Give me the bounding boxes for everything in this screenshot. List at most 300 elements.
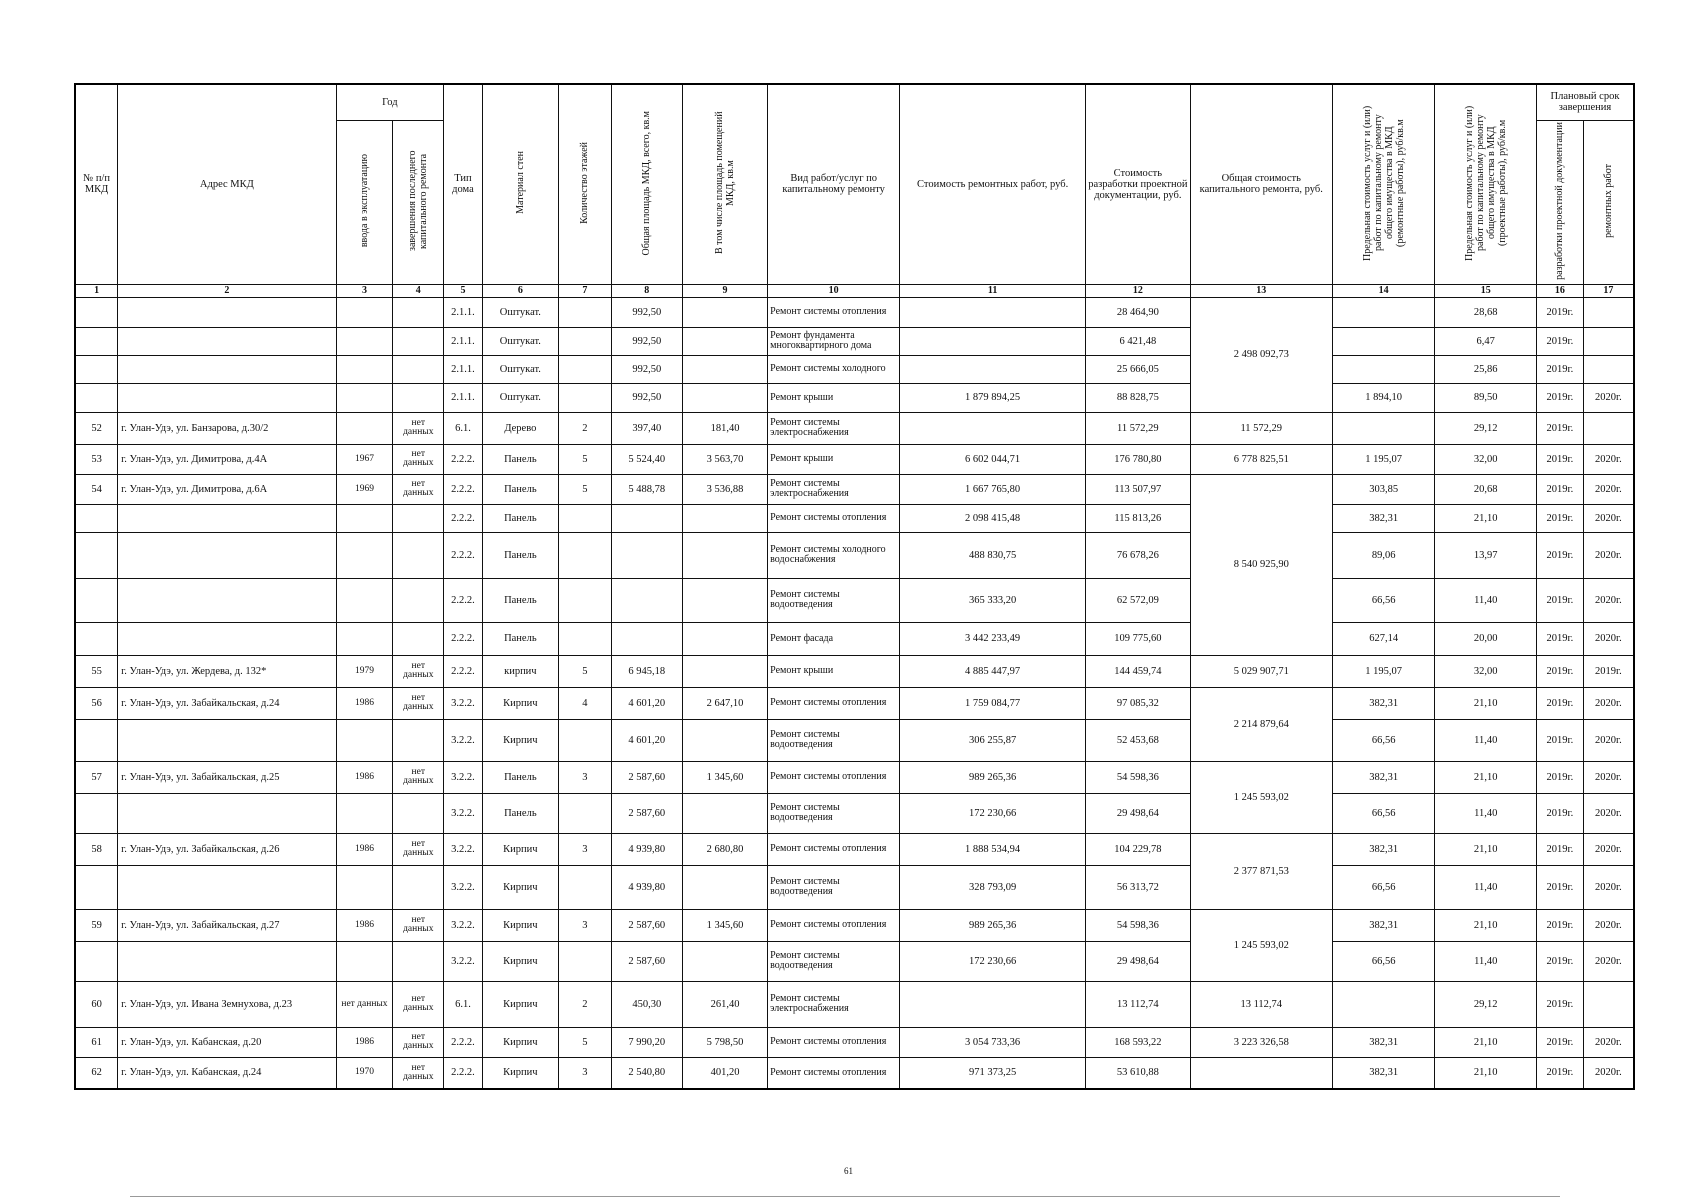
cell-house-type: 6.1. — [444, 412, 483, 444]
cell-house-type: 2.2.2. — [444, 532, 483, 578]
cell-floors: 3 — [558, 833, 611, 865]
cell-total-cost: 11 572,29 — [1190, 412, 1332, 444]
cell-total-area: 4 939,80 — [611, 833, 682, 865]
cell-address — [118, 578, 336, 622]
table-row — [75, 327, 1634, 355]
cell-house-type: 6.1. — [444, 981, 483, 1027]
cell-floors: 3 — [558, 1057, 611, 1089]
cell-work-type: Ремонт системы холодного водоснабжения — [768, 532, 900, 578]
cell-address — [118, 622, 336, 655]
cell-premises-area: 261,40 — [682, 981, 767, 1027]
cell-work-type: Ремонт системы отопления — [768, 909, 900, 941]
page-number: 61 — [844, 1166, 853, 1176]
cell-wall-material: Панель — [482, 444, 558, 474]
cell-wall-material: Кирпич — [482, 981, 558, 1027]
cell-address — [118, 297, 336, 327]
cell-total-area: 4 601,20 — [611, 719, 682, 761]
cell-limit-repair: 382,31 — [1332, 833, 1435, 865]
cell-plan-repair: 2020г. — [1583, 1057, 1634, 1089]
header-premises-area: В том числе площадь помещений МКД, кв.м — [682, 84, 767, 284]
cell-premises-area — [682, 383, 767, 412]
cell-plan-design: 2019г. — [1536, 383, 1583, 412]
column-number: 13 — [1190, 284, 1332, 297]
cell-plan-repair: 2020г. — [1583, 687, 1634, 719]
cell-plan-repair: 2020г. — [1583, 474, 1634, 504]
cell-year-commission — [336, 578, 393, 622]
cell-year-commission: 1979 — [336, 655, 393, 687]
cell-plan-design: 2019г. — [1536, 474, 1583, 504]
cell-work-type: Ремонт системы водоотведения — [768, 941, 900, 981]
table-row — [75, 909, 1634, 941]
cell-repair-cost: 488 830,75 — [900, 532, 1086, 578]
cell-premises-area — [682, 941, 767, 981]
cell-year-commission: 1967 — [336, 444, 393, 474]
cell-plan-design: 2019г. — [1536, 793, 1583, 833]
column-number: 1 — [75, 284, 118, 297]
cell-year-commission — [336, 412, 393, 444]
cell-limit-repair — [1332, 981, 1435, 1027]
cell-premises-area: 2 680,80 — [682, 833, 767, 865]
cell-plan-design: 2019г. — [1536, 981, 1583, 1027]
cell-floors — [558, 327, 611, 355]
cell-wall-material: Кирпич — [482, 909, 558, 941]
cell-plan-repair: 2020г. — [1583, 909, 1634, 941]
cell-floors: 2 — [558, 412, 611, 444]
cell-house-type: 3.2.2. — [444, 687, 483, 719]
column-number: 17 — [1583, 284, 1634, 297]
cell-plan-design: 2019г. — [1536, 1057, 1583, 1089]
cell-total-area: 5 524,40 — [611, 444, 682, 474]
cell-work-type: Ремонт фасада — [768, 622, 900, 655]
table-row — [75, 383, 1634, 412]
cell-design-cost: 62 572,09 — [1086, 578, 1191, 622]
cell-plan-design: 2019г. — [1536, 412, 1583, 444]
cell-address — [118, 504, 336, 532]
cell-wall-material: Панель — [482, 504, 558, 532]
column-number: 4 — [393, 284, 444, 297]
cell-year-last-repair — [393, 355, 444, 383]
cell-repair-cost — [900, 327, 1086, 355]
cell-limit-repair: 382,31 — [1332, 1057, 1435, 1089]
cell-limit-design: 13,97 — [1435, 532, 1537, 578]
cell-year-commission — [336, 355, 393, 383]
cell-work-type: Ремонт системы отопления — [768, 1027, 900, 1057]
cell-total-area: 5 488,78 — [611, 474, 682, 504]
cell-repair-cost — [900, 297, 1086, 327]
cell-address — [118, 865, 336, 909]
cell-limit-repair: 1 195,07 — [1332, 655, 1435, 687]
cell-repair-cost: 3 054 733,36 — [900, 1027, 1086, 1057]
cell-house-number — [75, 622, 118, 655]
cell-wall-material: Кирпич — [482, 865, 558, 909]
cell-work-type: Ремонт системы отопления — [768, 761, 900, 793]
cell-repair-cost: 1 879 894,25 — [900, 383, 1086, 412]
cell-limit-design: 11,40 — [1435, 578, 1537, 622]
cell-year-commission — [336, 719, 393, 761]
cell-house-type: 2.1.1. — [444, 327, 483, 355]
cell-limit-repair: 382,31 — [1332, 1027, 1435, 1057]
cell-year-last-repair — [393, 578, 444, 622]
cell-address: г. Улан-Удэ, ул. Димитрова, д.4А — [118, 444, 336, 474]
cell-plan-repair: 2020г. — [1583, 833, 1634, 865]
cell-plan-design: 2019г. — [1536, 833, 1583, 865]
cell-house-number: 53 — [75, 444, 118, 474]
cell-address: г. Улан-Удэ, ул. Димитрова, д.6А — [118, 474, 336, 504]
cell-house-type: 2.2.2. — [444, 655, 483, 687]
cell-premises-area — [682, 655, 767, 687]
cell-year-last-repair: нет данных — [393, 833, 444, 865]
column-number: 14 — [1332, 284, 1435, 297]
cell-total-area: 992,50 — [611, 327, 682, 355]
cell-address: г. Улан-Удэ, ул. Забайкальская, д.26 — [118, 833, 336, 865]
cell-wall-material: Панель — [482, 532, 558, 578]
cell-year-last-repair — [393, 793, 444, 833]
cell-house-number: 55 — [75, 655, 118, 687]
cell-year-last-repair: нет данных — [393, 981, 444, 1027]
cell-repair-cost: 172 230,66 — [900, 793, 1086, 833]
cell-limit-repair: 382,31 — [1332, 909, 1435, 941]
cell-address — [118, 793, 336, 833]
cell-design-cost: 13 112,74 — [1086, 981, 1191, 1027]
cell-total-area: 7 990,20 — [611, 1027, 682, 1057]
cell-house-number — [75, 793, 118, 833]
cell-limit-design: 20,00 — [1435, 622, 1537, 655]
cell-plan-repair: 2019г. — [1583, 655, 1634, 687]
cell-design-cost: 6 421,48 — [1086, 327, 1191, 355]
cell-address — [118, 327, 336, 355]
cell-total-cost: 8 540 925,90 — [1190, 474, 1332, 655]
cell-limit-design: 11,40 — [1435, 941, 1537, 981]
cell-house-number — [75, 355, 118, 383]
cell-total-area: 397,40 — [611, 412, 682, 444]
cell-address: г. Улан-Удэ, ул. Кабанская, д.20 — [118, 1027, 336, 1057]
cell-house-type: 3.2.2. — [444, 865, 483, 909]
cell-house-number — [75, 865, 118, 909]
cell-design-cost: 109 775,60 — [1086, 622, 1191, 655]
cell-year-commission: нет данных — [336, 981, 393, 1027]
header-wall-material: Материал стен — [482, 84, 558, 284]
cell-year-commission — [336, 327, 393, 355]
cell-address: г. Улан-Удэ, ул. Ивана Земнухова, д.23 — [118, 981, 336, 1027]
cell-total-area: 992,50 — [611, 383, 682, 412]
header-house-type: Тип дома — [444, 84, 483, 284]
cell-total-cost: 2 214 879,64 — [1190, 687, 1332, 761]
cell-premises-area: 5 798,50 — [682, 1027, 767, 1057]
cell-plan-repair: 2020г. — [1583, 383, 1634, 412]
column-number: 2 — [118, 284, 336, 297]
cell-year-commission — [336, 622, 393, 655]
cell-design-cost: 28 464,90 — [1086, 297, 1191, 327]
cell-total-area — [611, 622, 682, 655]
header-plan-term: Плановый срок завершения — [1536, 84, 1634, 120]
table-header — [75, 84, 1634, 297]
cell-total-cost: 1 245 593,02 — [1190, 909, 1332, 981]
cell-wall-material: Дерево — [482, 412, 558, 444]
cell-work-type: Ремонт системы холодного — [768, 355, 900, 383]
cell-total-cost: 2 498 092,73 — [1190, 297, 1332, 412]
cell-repair-cost: 172 230,66 — [900, 941, 1086, 981]
table-row — [75, 444, 1634, 474]
cell-house-type: 3.2.2. — [444, 761, 483, 793]
cell-premises-area — [682, 719, 767, 761]
cell-total-area: 4 939,80 — [611, 865, 682, 909]
cell-year-last-repair: нет данных — [393, 909, 444, 941]
cell-limit-repair: 1 894,10 — [1332, 383, 1435, 412]
cell-year-last-repair — [393, 532, 444, 578]
cell-house-type: 3.2.2. — [444, 909, 483, 941]
cell-house-number: 58 — [75, 833, 118, 865]
cell-plan-repair: 2020г. — [1583, 504, 1634, 532]
cell-design-cost: 11 572,29 — [1086, 412, 1191, 444]
cell-total-cost: 6 778 825,51 — [1190, 444, 1332, 474]
cell-total-area: 450,30 — [611, 981, 682, 1027]
header-total-cost: Общая стоимость капитального ремонта, руб. — [1190, 84, 1332, 284]
cell-year-commission: 1970 — [336, 1057, 393, 1089]
cell-limit-design: 11,40 — [1435, 719, 1537, 761]
cell-premises-area — [682, 297, 767, 327]
cell-limit-design: 21,10 — [1435, 687, 1537, 719]
footer-line — [130, 1196, 1560, 1197]
cell-limit-design: 21,10 — [1435, 1057, 1537, 1089]
table-row — [75, 655, 1634, 687]
header-plan-repair: ремонтных работ — [1583, 120, 1634, 284]
cell-limit-design: 28,68 — [1435, 297, 1537, 327]
column-number: 6 — [482, 284, 558, 297]
cell-floors — [558, 355, 611, 383]
cell-floors: 4 — [558, 687, 611, 719]
table-row — [75, 532, 1634, 578]
cell-limit-repair: 66,56 — [1332, 719, 1435, 761]
cell-limit-repair: 627,14 — [1332, 622, 1435, 655]
cell-limit-repair: 382,31 — [1332, 761, 1435, 793]
cell-wall-material: Панель — [482, 622, 558, 655]
cell-wall-material: Кирпич — [482, 941, 558, 981]
cell-plan-design: 2019г. — [1536, 444, 1583, 474]
cell-repair-cost — [900, 412, 1086, 444]
cell-plan-design: 2019г. — [1536, 297, 1583, 327]
cell-plan-repair: 2020г. — [1583, 941, 1634, 981]
cell-design-cost: 104 229,78 — [1086, 833, 1191, 865]
cell-address — [118, 941, 336, 981]
cell-plan-design: 2019г. — [1536, 327, 1583, 355]
cell-premises-area: 1 345,60 — [682, 761, 767, 793]
column-number: 15 — [1435, 284, 1537, 297]
table-row — [75, 719, 1634, 761]
cell-wall-material: Панель — [482, 761, 558, 793]
cell-plan-repair: 2020г. — [1583, 865, 1634, 909]
cell-repair-cost: 2 098 415,48 — [900, 504, 1086, 532]
cell-plan-repair: 2020г. — [1583, 532, 1634, 578]
cell-year-last-repair — [393, 622, 444, 655]
cell-floors — [558, 622, 611, 655]
cell-wall-material: Кирпич — [482, 1027, 558, 1057]
cell-house-number: 57 — [75, 761, 118, 793]
cell-limit-repair: 66,56 — [1332, 793, 1435, 833]
cell-house-number: 60 — [75, 981, 118, 1027]
cell-floors — [558, 719, 611, 761]
cell-design-cost: 54 598,36 — [1086, 909, 1191, 941]
cell-design-cost: 76 678,26 — [1086, 532, 1191, 578]
cell-work-type: Ремонт системы водоотведения — [768, 865, 900, 909]
cell-address: г. Улан-Удэ, ул. Жердева, д. 132* — [118, 655, 336, 687]
cell-house-number: 54 — [75, 474, 118, 504]
header-num: № п/п МКД — [75, 84, 118, 284]
table-row — [75, 833, 1634, 865]
cell-house-number: 59 — [75, 909, 118, 941]
cell-floors — [558, 297, 611, 327]
cell-premises-area — [682, 793, 767, 833]
column-number: 9 — [682, 284, 767, 297]
table-row — [75, 622, 1634, 655]
header-work-type: Вид работ/услуг по капитальному ремонту — [768, 84, 900, 284]
cell-year-last-repair — [393, 383, 444, 412]
cell-floors: 5 — [558, 444, 611, 474]
cell-repair-cost: 989 265,36 — [900, 909, 1086, 941]
cell-house-type: 2.2.2. — [444, 578, 483, 622]
cell-total-area: 2 587,60 — [611, 793, 682, 833]
cell-limit-design: 25,86 — [1435, 355, 1537, 383]
cell-total-cost: 3 223 326,58 — [1190, 1027, 1332, 1057]
cell-design-cost: 25 666,05 — [1086, 355, 1191, 383]
column-number: 7 — [558, 284, 611, 297]
cell-wall-material: Кирпич — [482, 833, 558, 865]
cell-floors: 3 — [558, 909, 611, 941]
cell-floors — [558, 865, 611, 909]
cell-address — [118, 532, 336, 578]
cell-house-number — [75, 578, 118, 622]
cell-house-number: 62 — [75, 1057, 118, 1089]
cell-work-type: Ремонт системы электроснабжения — [768, 474, 900, 504]
cell-year-last-repair — [393, 719, 444, 761]
cell-work-type: Ремонт системы отопления — [768, 833, 900, 865]
cell-design-cost: 53 610,88 — [1086, 1057, 1191, 1089]
cell-total-area: 4 601,20 — [611, 687, 682, 719]
column-number: 11 — [900, 284, 1086, 297]
cell-design-cost: 29 498,64 — [1086, 941, 1191, 981]
table-row — [75, 412, 1634, 444]
column-number: 3 — [336, 284, 393, 297]
cell-floors — [558, 578, 611, 622]
cell-house-number — [75, 719, 118, 761]
cell-premises-area: 2 647,10 — [682, 687, 767, 719]
cell-wall-material: Панель — [482, 578, 558, 622]
cell-premises-area: 1 345,60 — [682, 909, 767, 941]
cell-house-number: 56 — [75, 687, 118, 719]
cell-limit-design: 11,40 — [1435, 865, 1537, 909]
column-number-row — [75, 284, 1634, 297]
cell-house-number — [75, 941, 118, 981]
cell-limit-repair: 1 195,07 — [1332, 444, 1435, 474]
column-number: 5 — [444, 284, 483, 297]
header-limit-design: Предельная стоимость услуг и (или) работ по капитальному ремонту общего имущества в МКД (проектные работы), руб/кв.м — [1435, 84, 1537, 284]
cell-work-type: Ремонт крыши — [768, 383, 900, 412]
table-row — [75, 1057, 1634, 1089]
cell-repair-cost: 1 759 084,77 — [900, 687, 1086, 719]
cell-plan-repair: 2020г. — [1583, 578, 1634, 622]
table-row — [75, 941, 1634, 981]
cell-plan-repair: 2020г. — [1583, 444, 1634, 474]
cell-floors: 5 — [558, 1027, 611, 1057]
cell-work-type: Ремонт крыши — [768, 655, 900, 687]
cell-repair-cost: 328 793,09 — [900, 865, 1086, 909]
column-number: 10 — [768, 284, 900, 297]
cell-total-cost — [1190, 1057, 1332, 1089]
cell-wall-material: Оштукат. — [482, 383, 558, 412]
cell-repair-cost: 6 602 044,71 — [900, 444, 1086, 474]
cell-house-type: 3.2.2. — [444, 793, 483, 833]
cell-design-cost: 88 828,75 — [1086, 383, 1191, 412]
cell-house-number: 52 — [75, 412, 118, 444]
cell-plan-repair — [1583, 297, 1634, 327]
cell-year-commission — [336, 941, 393, 981]
cell-year-last-repair — [393, 297, 444, 327]
table-row — [75, 297, 1634, 327]
cell-plan-design: 2019г. — [1536, 865, 1583, 909]
cell-year-last-repair: нет данных — [393, 1027, 444, 1057]
cell-year-last-repair — [393, 941, 444, 981]
cell-premises-area: 401,20 — [682, 1057, 767, 1089]
cell-plan-repair: 2020г. — [1583, 1027, 1634, 1057]
cell-repair-cost — [900, 355, 1086, 383]
cell-plan-repair: 2020г. — [1583, 761, 1634, 793]
cell-floors: 2 — [558, 981, 611, 1027]
cell-year-last-repair: нет данных — [393, 412, 444, 444]
cell-premises-area — [682, 504, 767, 532]
cell-floors — [558, 504, 611, 532]
cell-repair-cost: 365 333,20 — [900, 578, 1086, 622]
cell-premises-area — [682, 355, 767, 383]
cell-work-type: Ремонт фундамента многоквартирного дома — [768, 327, 900, 355]
cell-total-area: 992,50 — [611, 355, 682, 383]
cell-total-area: 2 540,80 — [611, 1057, 682, 1089]
cell-work-type: Ремонт системы водоотведения — [768, 793, 900, 833]
table-row — [75, 981, 1634, 1027]
header-repair-cost: Стоимость ремонтных работ, руб. — [900, 84, 1086, 284]
cell-year-last-repair — [393, 865, 444, 909]
cell-limit-repair: 66,56 — [1332, 941, 1435, 981]
cell-plan-repair — [1583, 355, 1634, 383]
cell-work-type: Ремонт системы отопления — [768, 687, 900, 719]
cell-floors — [558, 793, 611, 833]
cell-work-type: Ремонт системы водоотведения — [768, 578, 900, 622]
cell-limit-design: 29,12 — [1435, 412, 1537, 444]
cell-year-commission — [336, 504, 393, 532]
cell-year-commission — [336, 865, 393, 909]
cell-total-area: 2 587,60 — [611, 941, 682, 981]
cell-limit-repair: 303,85 — [1332, 474, 1435, 504]
cell-limit-design: 32,00 — [1435, 444, 1537, 474]
cell-limit-design: 21,10 — [1435, 833, 1537, 865]
cell-year-last-repair: нет данных — [393, 687, 444, 719]
cell-design-cost: 52 453,68 — [1086, 719, 1191, 761]
cell-work-type: Ремонт системы отопления — [768, 504, 900, 532]
cell-plan-repair — [1583, 412, 1634, 444]
cell-address: г. Улан-Удэ, ул. Кабанская, д.24 — [118, 1057, 336, 1089]
cell-plan-design: 2019г. — [1536, 532, 1583, 578]
cell-wall-material: Панель — [482, 474, 558, 504]
cell-house-type: 2.2.2. — [444, 1057, 483, 1089]
cell-design-cost: 54 598,36 — [1086, 761, 1191, 793]
cell-premises-area: 3 536,88 — [682, 474, 767, 504]
cell-work-type: Ремонт крыши — [768, 444, 900, 474]
cell-wall-material: Оштукат. — [482, 297, 558, 327]
cell-wall-material: Панель — [482, 793, 558, 833]
cell-plan-repair — [1583, 981, 1634, 1027]
header-year-commission: ввода в эксплуатацию — [336, 120, 393, 284]
cell-floors: 5 — [558, 474, 611, 504]
cell-limit-repair: 89,06 — [1332, 532, 1435, 578]
table-row — [75, 761, 1634, 793]
